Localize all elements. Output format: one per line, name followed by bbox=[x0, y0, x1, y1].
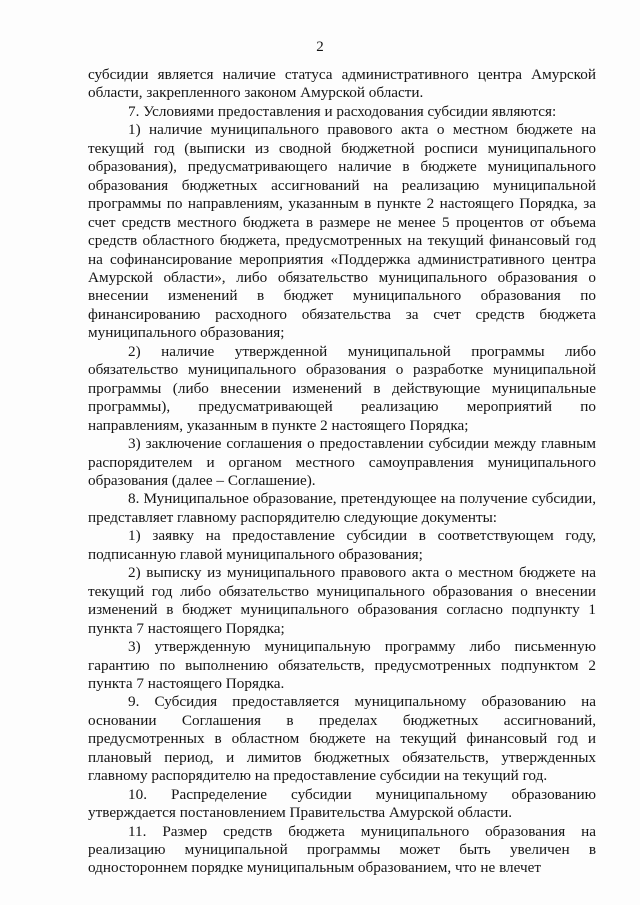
paragraph-7-heading: 7. Условиями предоставления и расходования субсидии являются: bbox=[128, 102, 557, 120]
paragraph-continuation: субсидии является наличие статуса административного центра Амурской области, закрепленного законом Амурской области. bbox=[88, 66, 596, 102]
paragraph-8-heading: 8. Муниципальное образование, претендующее на получение субсидии, представляет главному распорядителю следующие документы: bbox=[88, 490, 596, 526]
paragraph-8-item-1: 1) заявку на предоставление субсидии в соответствующем году, подписанную главой муниципального образования; bbox=[88, 527, 596, 563]
paragraph-7-item-1: 1) наличие муниципального правового акта о местном бюджете на текущий год (выписки из сводной бюджетной росписи муниципального образования), предусматривающего наличие в бюджете муниципального образования бюджетных ассигнований на реализацию муниципальной программы по направлениям, указанным в пункте 2 настоящего Порядка, за счет средств местного бюджета в размере не менее 5 процентов от объема средств областного бюджета, предусмотренных на текущий финансовый год на софинансирование мероприятия «Поддержка административного центра Амурской области», либо обязательство муниципального образования о внесении изменений в бюджет муниципального образования по финансированию расходного обязательства за счет средств бюджета муниципального образования; bbox=[88, 121, 596, 342]
paragraph-8-item-2: 2) выписку из муниципального правового акта о местном бюджете на текущий год либо обязательство муниципального образования о внесении изменений в бюджет муниципального образования согласно подпункту 1 пункта 7 настоящего Порядка; bbox=[88, 564, 596, 637]
paragraph-9: 9. Субсидия предоставляется муниципальному образованию на основании Соглашения в пределах бюджетных ассигнований, предусмотренных в областном бюджете на текущий финансовый год и плановый период, и лимитов бюджетных обязательств, утвержденных главному распорядителю на предоставление субсидии на текущий год. bbox=[88, 693, 596, 785]
paragraph-10: 10. Распределение субсидии муниципальному образованию утверждается постановлением Правительства Амурской области. bbox=[88, 785, 596, 822]
paragraph-8-item-3: 3) утвержденную муниципальную программу либо письменную гарантию по выполнению обязательств, предусмотренных подпунктом 2 пункта 7 настоящего Порядка. bbox=[88, 638, 596, 692]
page-number: 2 bbox=[316, 39, 324, 55]
paragraph-7-item-3: 3) заключение соглашения о предоставлении субсидии между главным распорядителем и органом местного самоуправления муниципального образования (далее – Соглашение). bbox=[88, 435, 596, 489]
paragraph-7-item-2: 2) наличие утвержденной муниципальной программы либо обязательство муниципального образования о разработке муниципальной программы (либо внесении изменений в действующие муниципальные программы), предусматривающей реализацию мероприятий по направлениям, указанным в пункте 2 настоящего Порядка; bbox=[88, 342, 596, 434]
document-body bbox=[88, 66, 596, 878]
paragraph-11: 11. Размер средств бюджета муниципального образования на реализацию муниципальной программы может быть увеличен в одностороннем порядке муниципальным образованием, что не влечет bbox=[88, 822, 596, 877]
